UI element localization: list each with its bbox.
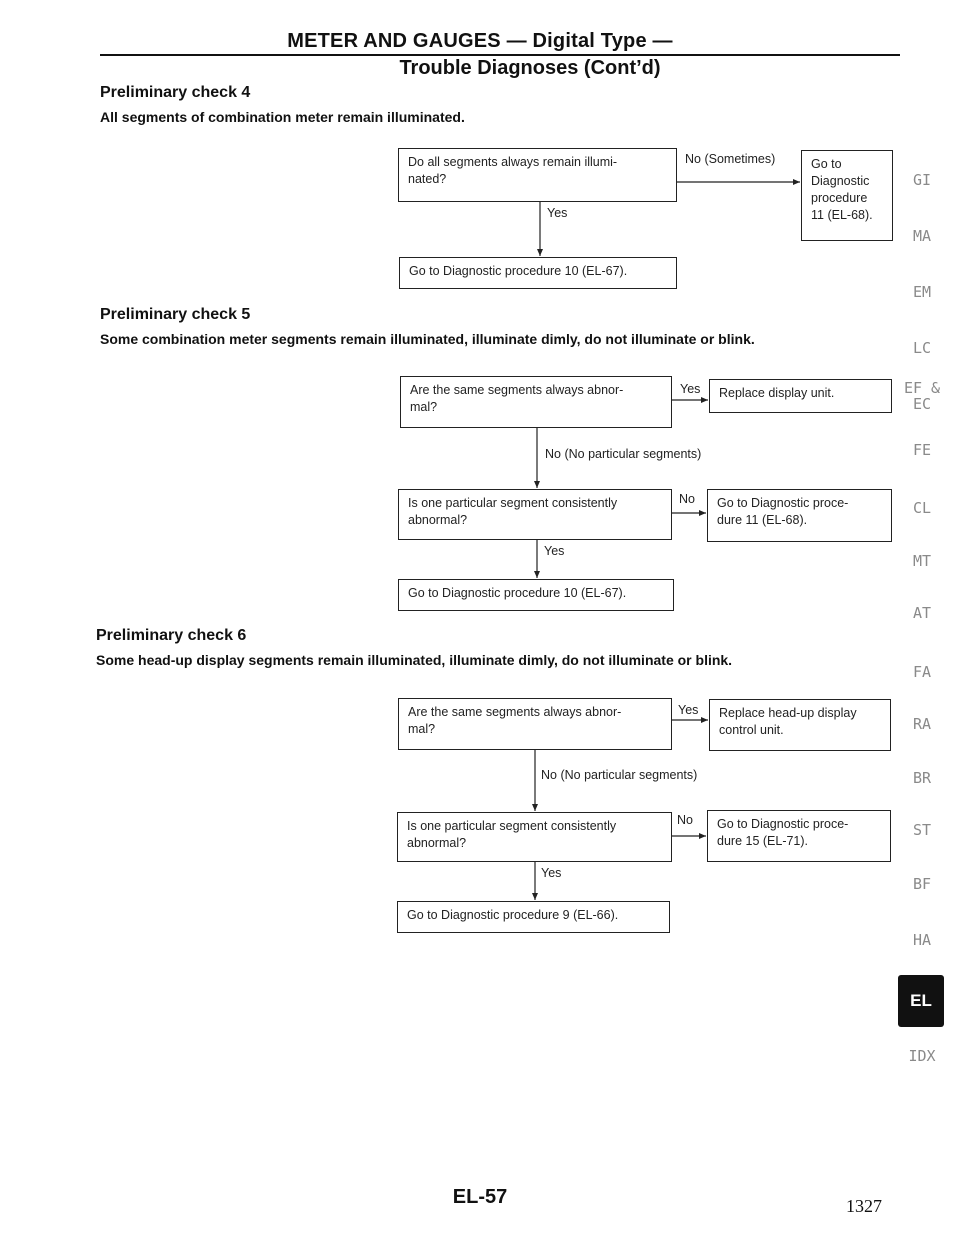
- side-index-ef-ec[interactable]: EF & EC: [903, 379, 941, 413]
- side-index-mt[interactable]: MT: [912, 552, 932, 570]
- check6-no2-label: No: [677, 813, 693, 827]
- check4-yes-target: Go to Diagnostic procedure 10 (EL-67).: [399, 257, 677, 289]
- check6-yes2-target: Go to Diagnostic procedure 9 (EL-66).: [397, 901, 670, 933]
- side-index-fa[interactable]: FA: [912, 663, 932, 681]
- check6-title: Preliminary check 6: [96, 627, 247, 644]
- side-index-st[interactable]: ST: [912, 821, 932, 839]
- side-index-el-active[interactable]: EL: [898, 975, 944, 1027]
- check5-yes1-target: Replace display unit.: [709, 379, 892, 413]
- check6-yes1-target: Replace head-up display control unit.: [709, 699, 891, 751]
- page-code: EL-57: [452, 1186, 508, 1208]
- page-subtitle: Trouble Diagnoses (Cont’d): [399, 57, 661, 79]
- check5-yes2-label: Yes: [544, 544, 565, 558]
- check5-no2-target: Go to Diagnostic proce- dure 11 (EL-68).: [707, 489, 892, 542]
- check5-question-2: Is one particular segment consistently abnormal?: [398, 489, 672, 540]
- side-index-at[interactable]: AT: [912, 604, 932, 622]
- check6-question-2: Is one particular segment consistently abnormal?: [397, 812, 672, 862]
- check5-yes2-target: Go to Diagnostic procedure 10 (EL-67).: [398, 579, 674, 611]
- side-index-cl[interactable]: CL: [912, 499, 932, 517]
- side-index-bf[interactable]: BF: [912, 875, 932, 893]
- check6-no2-target: Go to Diagnostic proce- dure 15 (EL-71).: [707, 810, 891, 862]
- page-title: METER AND GAUGES — Digital Type —: [287, 30, 673, 52]
- check6-question-1: Are the same segments always abnor- mal?: [398, 698, 672, 750]
- side-index-fe[interactable]: FE: [912, 441, 932, 459]
- check5-title: Preliminary check 5: [100, 306, 251, 323]
- side-index-br[interactable]: BR: [912, 769, 932, 787]
- side-index-idx[interactable]: IDX: [908, 1047, 936, 1065]
- side-index-ha[interactable]: HA: [912, 931, 932, 949]
- check4-yes-label: Yes: [547, 206, 568, 220]
- check6-yes2-label: Yes: [541, 866, 562, 880]
- check6-no1-label: No (No particular segments): [541, 768, 698, 782]
- check5-no2-label: No: [679, 492, 695, 506]
- check4-no-target: Go to Diagnostic procedure 11 (EL-68).: [801, 150, 893, 241]
- check4-no-label: No (Sometimes): [685, 152, 776, 166]
- check4-question: Do all segments always remain illumi- nated?: [398, 148, 677, 202]
- check6-description: Some head-up display segments remain illuminated, illuminate dimly, do not illuminate or blink.: [96, 652, 733, 668]
- page-number: 1327: [846, 1196, 882, 1216]
- check4-title: Preliminary check 4: [100, 84, 251, 101]
- side-index-lc[interactable]: LC: [912, 339, 932, 357]
- check5-no1-label: No (No particular segments): [545, 447, 702, 461]
- side-index-gi[interactable]: GI: [912, 171, 932, 189]
- check6-yes1-label: Yes: [678, 703, 699, 717]
- check5-question-1: Are the same segments always abnor- mal?: [400, 376, 672, 428]
- check5-description: Some combination meter segments remain illuminated, illuminate dimly, do not illuminate or blink.: [100, 331, 755, 347]
- check5-yes1-label: Yes: [680, 382, 701, 396]
- check4-description: All segments of combination meter remain illuminated.: [100, 109, 465, 125]
- side-index-ra[interactable]: RA: [912, 715, 932, 733]
- side-index-em[interactable]: EM: [912, 283, 932, 301]
- side-index-ma[interactable]: MA: [912, 227, 932, 245]
